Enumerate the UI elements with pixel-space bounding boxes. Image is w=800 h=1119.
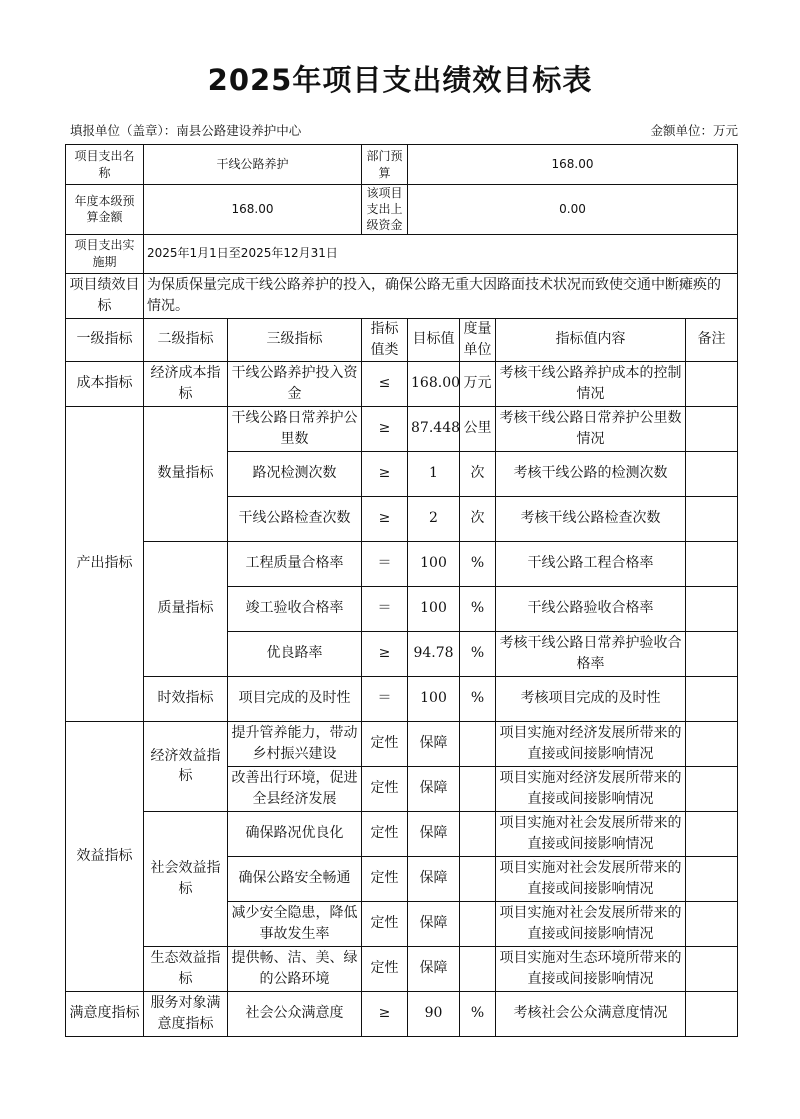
operator-cell: 定性	[362, 721, 408, 766]
target-value-cell: 保障	[408, 901, 460, 946]
column-header: 指标值内容	[496, 318, 686, 361]
column-header-row	[66, 318, 738, 361]
level3-cell: 提供畅、洁、美、绿的公路环境	[228, 946, 362, 991]
page-title: 2025年项目支出绩效目标表	[207, 63, 593, 97]
level1-cell: 成本指标	[66, 361, 144, 406]
dept-budget: 168.00	[408, 145, 738, 185]
target-value-cell: 100	[408, 586, 460, 631]
project-name: 干线公路养护	[144, 145, 362, 185]
table-row	[66, 361, 738, 406]
content-cell: 项目实施对经济发展所带来的直接或间接影响情况	[496, 721, 686, 766]
performance-table	[65, 144, 738, 1037]
remark-cell	[686, 541, 738, 586]
level1-cell: 效益指标	[66, 721, 144, 991]
level3-cell: 干线公路养护投入资金	[228, 361, 362, 406]
level3-cell: 路况检测次数	[228, 451, 362, 496]
dept-budget-label: 部门预算	[362, 145, 408, 185]
level3-cell: 优良路率	[228, 631, 362, 676]
operator-cell: ＝	[362, 676, 408, 721]
level3-cell: 竣工验收合格率	[228, 586, 362, 631]
higher-funds-label: 该项目支出上级资金	[362, 185, 408, 235]
level3-cell: 确保路况优良化	[228, 811, 362, 856]
column-header: 二级指标	[144, 318, 228, 361]
level2-cell: 时效指标	[144, 676, 228, 721]
operator-cell: 定性	[362, 766, 408, 811]
operator-cell: ≥	[362, 631, 408, 676]
content-cell: 考核干线公路的检测次数	[496, 451, 686, 496]
operator-cell: ≥	[362, 496, 408, 541]
operator-cell: ＝	[362, 541, 408, 586]
level3-cell: 干线公路检查次数	[228, 496, 362, 541]
operator-cell: 定性	[362, 811, 408, 856]
unit-cell: %	[460, 631, 496, 676]
info-row	[66, 234, 738, 273]
content-cell: 项目实施对经济发展所带来的直接或间接影响情况	[496, 766, 686, 811]
level3-cell: 社会公众满意度	[228, 991, 362, 1036]
content-cell: 考核社会公众满意度情况	[496, 991, 686, 1036]
info-row	[66, 185, 738, 235]
unit-cell: 次	[460, 496, 496, 541]
operator-cell: 定性	[362, 856, 408, 901]
column-header: 目标值	[408, 318, 460, 361]
unit-cell	[460, 901, 496, 946]
level2-cell: 服务对象满意度指标	[144, 991, 228, 1036]
content-cell: 项目实施对生态环境所带来的直接或间接影响情况	[496, 946, 686, 991]
level3-cell: 减少安全隐患，降低事故发生率	[228, 901, 362, 946]
operator-cell: ≥	[362, 451, 408, 496]
level3-cell: 改善出行环境，促进全县经济发展	[228, 766, 362, 811]
unit-cell: 次	[460, 451, 496, 496]
level1-cell: 满意度指标	[66, 991, 144, 1036]
period-label: 项目支出实施期	[66, 234, 144, 273]
level2-cell: 数量指标	[144, 406, 228, 541]
table-row	[66, 811, 738, 856]
target-value-cell: 100	[408, 676, 460, 721]
target-value-cell: 2	[408, 496, 460, 541]
content-cell: 考核项目完成的及时性	[496, 676, 686, 721]
level2-cell: 质量指标	[144, 541, 228, 676]
unit-cell: 公里	[460, 406, 496, 451]
remark-cell	[686, 631, 738, 676]
operator-cell: ≤	[362, 361, 408, 406]
level2-cell: 经济效益指标	[144, 721, 228, 811]
operator-cell: ≥	[362, 406, 408, 451]
remark-cell	[686, 901, 738, 946]
table-row	[66, 406, 738, 451]
remark-cell	[686, 406, 738, 451]
operator-cell: ＝	[362, 586, 408, 631]
column-header: 备注	[686, 318, 738, 361]
content-cell: 考核干线公路养护成本的控制情况	[496, 361, 686, 406]
target-value-cell: 87.448	[408, 406, 460, 451]
level3-cell: 确保公路安全畅通	[228, 856, 362, 901]
info-row	[66, 145, 738, 185]
period: 2025年1月1日至2025年12月31日	[144, 234, 738, 273]
target-value-cell: 保障	[408, 856, 460, 901]
annual-budget: 168.00	[144, 185, 362, 235]
unit-cell: %	[460, 586, 496, 631]
operator-cell: 定性	[362, 901, 408, 946]
unit-cell	[460, 721, 496, 766]
goal-label: 项目绩效目标	[66, 273, 144, 318]
content-cell: 考核干线公路检查次数	[496, 496, 686, 541]
content-cell: 干线公路验收合格率	[496, 586, 686, 631]
remark-cell	[686, 496, 738, 541]
unit-cell	[460, 766, 496, 811]
level2-cell: 经济成本指标	[144, 361, 228, 406]
level3-cell: 项目完成的及时性	[228, 676, 362, 721]
content-cell: 项目实施对社会发展所带来的直接或间接影响情况	[496, 811, 686, 856]
table-row	[66, 946, 738, 991]
higher-funds: 0.00	[408, 185, 738, 235]
target-value-cell: 1	[408, 451, 460, 496]
remark-cell	[686, 811, 738, 856]
column-header: 度量单位	[460, 318, 496, 361]
table-row	[66, 991, 738, 1036]
operator-cell: ≥	[362, 991, 408, 1036]
target-value-cell: 保障	[408, 721, 460, 766]
target-value-cell: 保障	[408, 811, 460, 856]
content-cell: 考核干线公路日常养护公里数情况	[496, 406, 686, 451]
unit-cell: %	[460, 541, 496, 586]
operator-cell: 定性	[362, 946, 408, 991]
annual-budget-label: 年度本级预算金额	[66, 185, 144, 235]
level3-cell: 工程质量合格率	[228, 541, 362, 586]
unit-cell	[460, 811, 496, 856]
target-value-cell: 100	[408, 541, 460, 586]
amount-unit: 金额单位：万元	[650, 123, 738, 138]
remark-cell	[686, 361, 738, 406]
level3-cell: 提升管养能力，带动乡村振兴建设	[228, 721, 362, 766]
target-value-cell: 94.78	[408, 631, 460, 676]
remark-cell	[686, 946, 738, 991]
unit-cell: %	[460, 676, 496, 721]
remark-cell	[686, 766, 738, 811]
level2-cell: 社会效益指标	[144, 811, 228, 946]
content-cell: 项目实施对社会发展所带来的直接或间接影响情况	[496, 901, 686, 946]
table-row	[66, 676, 738, 721]
content-cell: 干线公路工程合格率	[496, 541, 686, 586]
level2-cell: 生态效益指标	[144, 946, 228, 991]
info-row	[66, 273, 738, 318]
project-name-label: 项目支出名称	[66, 145, 144, 185]
remark-cell	[686, 721, 738, 766]
unit-cell: %	[460, 991, 496, 1036]
content-cell: 考核干线公路日常养护验收合格率	[496, 631, 686, 676]
unit-cell	[460, 946, 496, 991]
remark-cell	[686, 676, 738, 721]
target-value-cell: 168.00	[408, 361, 460, 406]
remark-cell	[686, 991, 738, 1036]
goal: 为保质保量完成干线公路养护的投入，确保公路无重大因路面技术状况而致使交通中断瘫痪的情况。	[144, 273, 738, 318]
unit-cell	[460, 856, 496, 901]
unit-cell: 万元	[460, 361, 496, 406]
filing-unit: 填报单位（盖章）：南县公路建设养护中心	[70, 123, 302, 138]
column-header: 指标值类	[362, 318, 408, 361]
column-header: 一级指标	[66, 318, 144, 361]
level3-cell: 干线公路日常养护公里数	[228, 406, 362, 451]
table-row	[66, 541, 738, 586]
table-row	[66, 721, 738, 766]
target-value-cell: 保障	[408, 766, 460, 811]
remark-cell	[686, 451, 738, 496]
target-value-cell: 90	[408, 991, 460, 1036]
content-cell: 项目实施对社会发展所带来的直接或间接影响情况	[496, 856, 686, 901]
level1-cell: 产出指标	[66, 406, 144, 721]
target-value-cell: 保障	[408, 946, 460, 991]
remark-cell	[686, 856, 738, 901]
column-header: 三级指标	[228, 318, 362, 361]
remark-cell	[686, 586, 738, 631]
